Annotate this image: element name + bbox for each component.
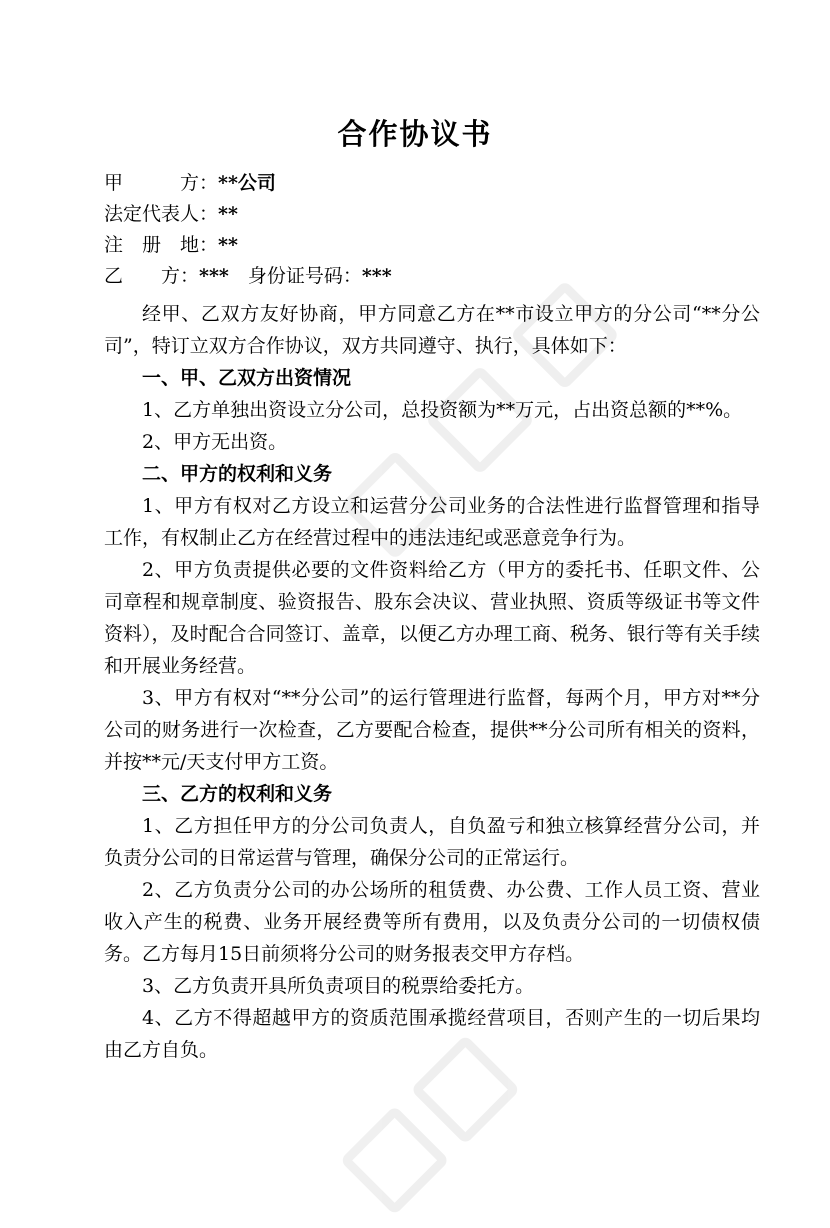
address-value: ** [218,234,238,256]
party-a-label: 甲 方： [104,172,219,194]
party-b-label: 乙 方： [104,265,200,287]
address-line [104,230,238,260]
section-3-clause-2: 2、乙方负责分公司的办公场所的租赁费、办公费、工作人员工资、营业收入产生的税费、业务开展经费等所有费用，以及负责分公司的一切债权债务。乙方每月15日前须将分公司的财务报表交甲方存档。 [104,879,760,965]
party-b-line [104,261,392,291]
legal-rep-line [104,199,238,229]
document-title: 合作协议书 [337,117,493,151]
id-value: *** [361,265,392,287]
section-3-clause-1: 1、乙方担任甲方的分公司负责人，自负盈亏和独立核算经营分公司，并负责分公司的日常运营与管理，确保分公司的正常运行。 [104,815,760,869]
section-3-clause-3: 3、乙方负责开具所负责项目的税票给委托方。 [142,975,535,997]
section-1-heading: 一、甲、乙双方出资情况 [142,367,352,389]
section-2-clause-2: 2、甲方负责提供必要的文件资料给乙方（甲方的委托书、任职文件、公司章程和规章制度、验资报告、股东会决议、营业执照、资质等级证书等文件资料），及时配合合同签订、盖章，以便乙方办理工商、税务、银行等有关手续和开展业务经营。 [104,559,760,677]
address-label: 注 册 地： [104,234,219,256]
section-2-heading: 二、甲方的权利和义务 [142,463,333,485]
section-1-clause-1: 1、乙方单独出资设立分公司，总投资额为**万元，占出资总额的**%。 [142,399,743,421]
party-a-line [104,168,276,198]
section-3-heading: 三、乙方的权利和义务 [142,783,333,805]
section-2-clause-3: 3、甲方有权对“**分公司”的运行管理进行监督，每两个月，甲方对**分公司的财务进行一次检查，乙方要配合检查，提供**分公司所有相关的资料，并按**元/天支付甲方工资。 [104,687,760,773]
legal-rep-label: 法定代表人： [104,203,219,225]
intro-paragraph: 经甲、乙双方友好协商，甲方同意乙方在**市设立甲方的分公司“**分公司”，特订立双方合作协议，双方共同遵守、执行，具体如下： [104,303,760,357]
section-1-clause-2: 2、甲方无出资。 [142,431,288,453]
section-2-clause-1: 1、甲方有权对乙方设立和运营分公司业务的合法性进行监督管理和指导工作，有权制止乙方在经营过程中的违法违纪或恶意竞争行为。 [104,495,760,549]
agreement-body [104,298,760,1066]
party-b-value: *** [199,265,229,287]
id-label: 身份证号码： [228,265,362,287]
party-a-value: **公司 [218,172,276,194]
legal-rep-value: ** [218,203,238,225]
section-3-clause-4: 4、乙方不得超越甲方的资质范围承揽经营项目，否则产生的一切后果均由乙方自负。 [104,1007,760,1061]
